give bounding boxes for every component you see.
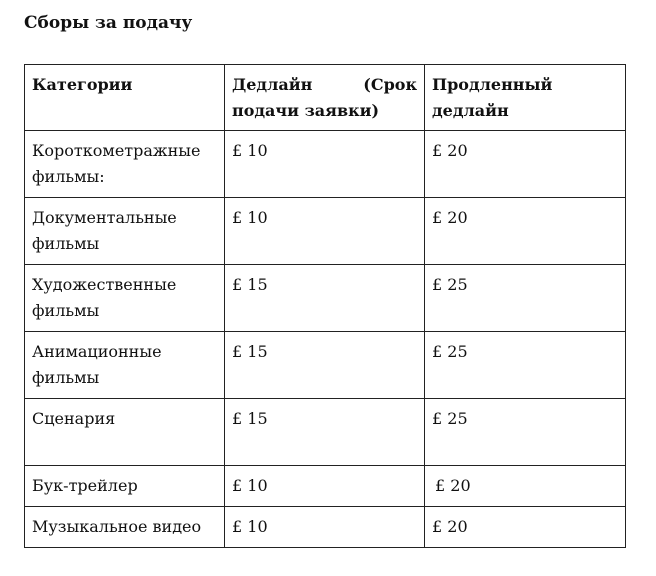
category-cell: Документальные фильмы (25, 198, 225, 265)
category-cell: Короткометражные фильмы: (25, 131, 225, 198)
extended-fee-cell: £ 25 (425, 265, 626, 332)
category-cell: Художественные фильмы (25, 265, 225, 332)
header-category: Категории (25, 65, 225, 131)
extended-fee-cell: £ 25 (425, 399, 626, 466)
fees-table (24, 64, 626, 548)
table-row (25, 399, 626, 466)
table-row (25, 131, 626, 198)
extended-fee-cell (425, 466, 626, 507)
deadline-fee-cell: £ 10 (225, 507, 425, 548)
table-row (25, 198, 626, 265)
extended-fee-cell: £ 25 (425, 332, 626, 399)
table-row (25, 507, 626, 548)
header-deadline-line2: подачи заявки) (232, 101, 380, 120)
table-row (25, 265, 626, 332)
deadline-fee-cell: £ 10 (225, 198, 425, 265)
extended-fee-cell: £ 20 (425, 198, 626, 265)
header-extended-deadline: Продленный дедлайн (425, 65, 626, 131)
deadline-fee-cell: £ 15 (225, 265, 425, 332)
header-deadline-word: Дедлайн (232, 75, 313, 94)
table-row (25, 466, 626, 507)
page-title: Сборы за подачу (24, 13, 193, 33)
extended-fee-value: £ 20 (435, 476, 471, 495)
category-cell: Анимационные фильмы (25, 332, 225, 399)
extended-fee-cell: £ 20 (425, 507, 626, 548)
category-cell: Сценария (25, 399, 225, 466)
category-cell: Бук-трейлер (25, 466, 225, 507)
header-deadline-paren: (Срок (363, 75, 417, 94)
category-cell: Музыкальное видео (25, 507, 225, 548)
extended-fee-cell: £ 20 (425, 131, 626, 198)
table-row (25, 332, 626, 399)
deadline-fee-cell: £ 10 (225, 466, 425, 507)
header-deadline (225, 65, 425, 131)
table-header-row (25, 65, 626, 131)
deadline-fee-cell: £ 15 (225, 332, 425, 399)
deadline-fee-cell: £ 10 (225, 131, 425, 198)
deadline-fee-cell: £ 15 (225, 399, 425, 466)
